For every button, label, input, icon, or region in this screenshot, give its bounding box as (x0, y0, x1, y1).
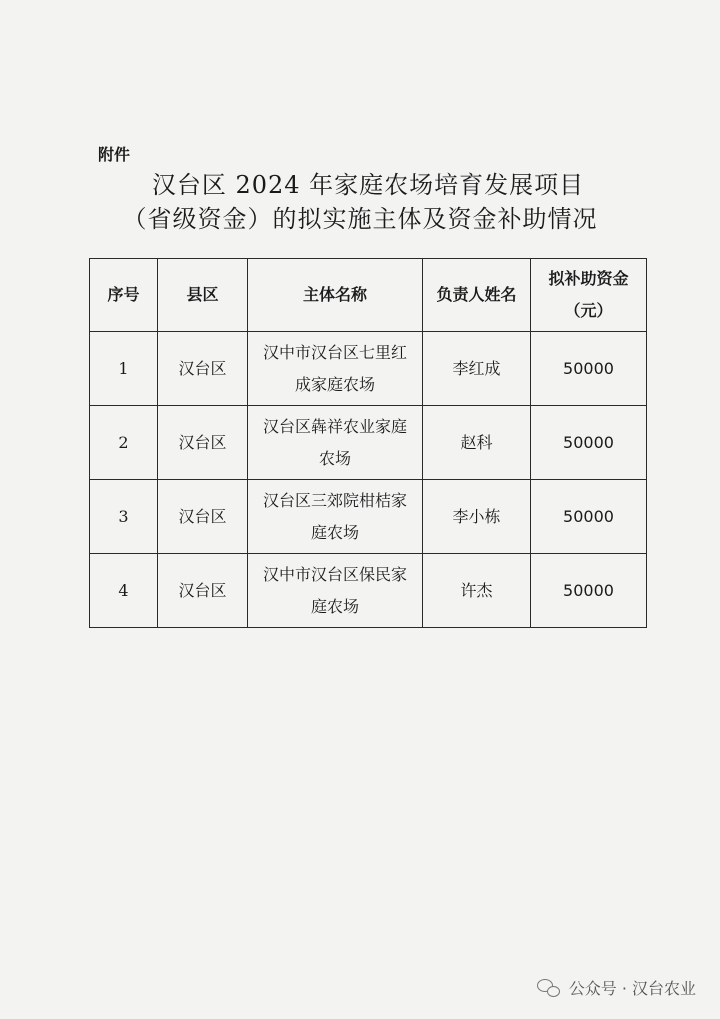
document-title-line1: 汉台区 2024 年家庭农场培育发展项目 (151, 171, 585, 199)
cell-amount: 50000 (531, 332, 647, 406)
entity-line2: 庭农场 (310, 596, 359, 616)
entity-line2: 农场 (318, 448, 351, 468)
cell-person: 赵科 (423, 406, 531, 480)
entity-line1: 汉中市汉台区保民家 (262, 564, 407, 584)
entity-line2: 庭农场 (310, 522, 359, 542)
cell-entity (248, 332, 423, 406)
header-district: 县区 (158, 259, 248, 332)
cell-index: 2 (90, 406, 158, 480)
header-subsidy-line1: 拟补助资金 (548, 269, 629, 288)
subsidy-table (89, 258, 647, 628)
table-row (90, 406, 647, 480)
cell-district: 汉台区 (158, 554, 248, 628)
attachment-label: 附件 (98, 145, 131, 164)
entity-line1: 汉中市汉台区七里红 (262, 342, 407, 362)
header-subsidy-line2: （元） (564, 301, 613, 320)
header-person: 负责人姓名 (423, 259, 531, 332)
cell-person: 李小栋 (423, 480, 531, 554)
cell-entity (248, 406, 423, 480)
table-row (90, 480, 647, 554)
table-row (90, 332, 647, 406)
cell-person: 许杰 (423, 554, 531, 628)
footer-text: 公众号 · 汉台农业 (568, 979, 696, 998)
document-title-line2: （省级资金）的拟实施主体及资金补助情况 (122, 205, 598, 233)
cell-entity (248, 480, 423, 554)
watermark-footer (537, 976, 696, 999)
entity-line1: 汉台区三郊院柑桔家 (262, 490, 407, 510)
wechat-icon (537, 979, 561, 997)
table-header-row (90, 259, 647, 332)
header-index: 序号 (90, 259, 158, 332)
cell-district: 汉台区 (158, 480, 248, 554)
table-row (90, 554, 647, 628)
header-entity: 主体名称 (248, 259, 423, 332)
cell-index: 3 (90, 480, 158, 554)
cell-index: 1 (90, 332, 158, 406)
cell-amount: 50000 (531, 406, 647, 480)
cell-amount: 50000 (531, 480, 647, 554)
cell-amount: 50000 (531, 554, 647, 628)
header-subsidy (531, 259, 647, 332)
cell-entity (248, 554, 423, 628)
cell-district: 汉台区 (158, 406, 248, 480)
entity-line1: 汉台区犇祥农业家庭 (262, 416, 407, 436)
cell-index: 4 (90, 554, 158, 628)
cell-district: 汉台区 (158, 332, 248, 406)
entity-line2: 成家庭农场 (294, 374, 375, 394)
cell-person: 李红成 (423, 332, 531, 406)
